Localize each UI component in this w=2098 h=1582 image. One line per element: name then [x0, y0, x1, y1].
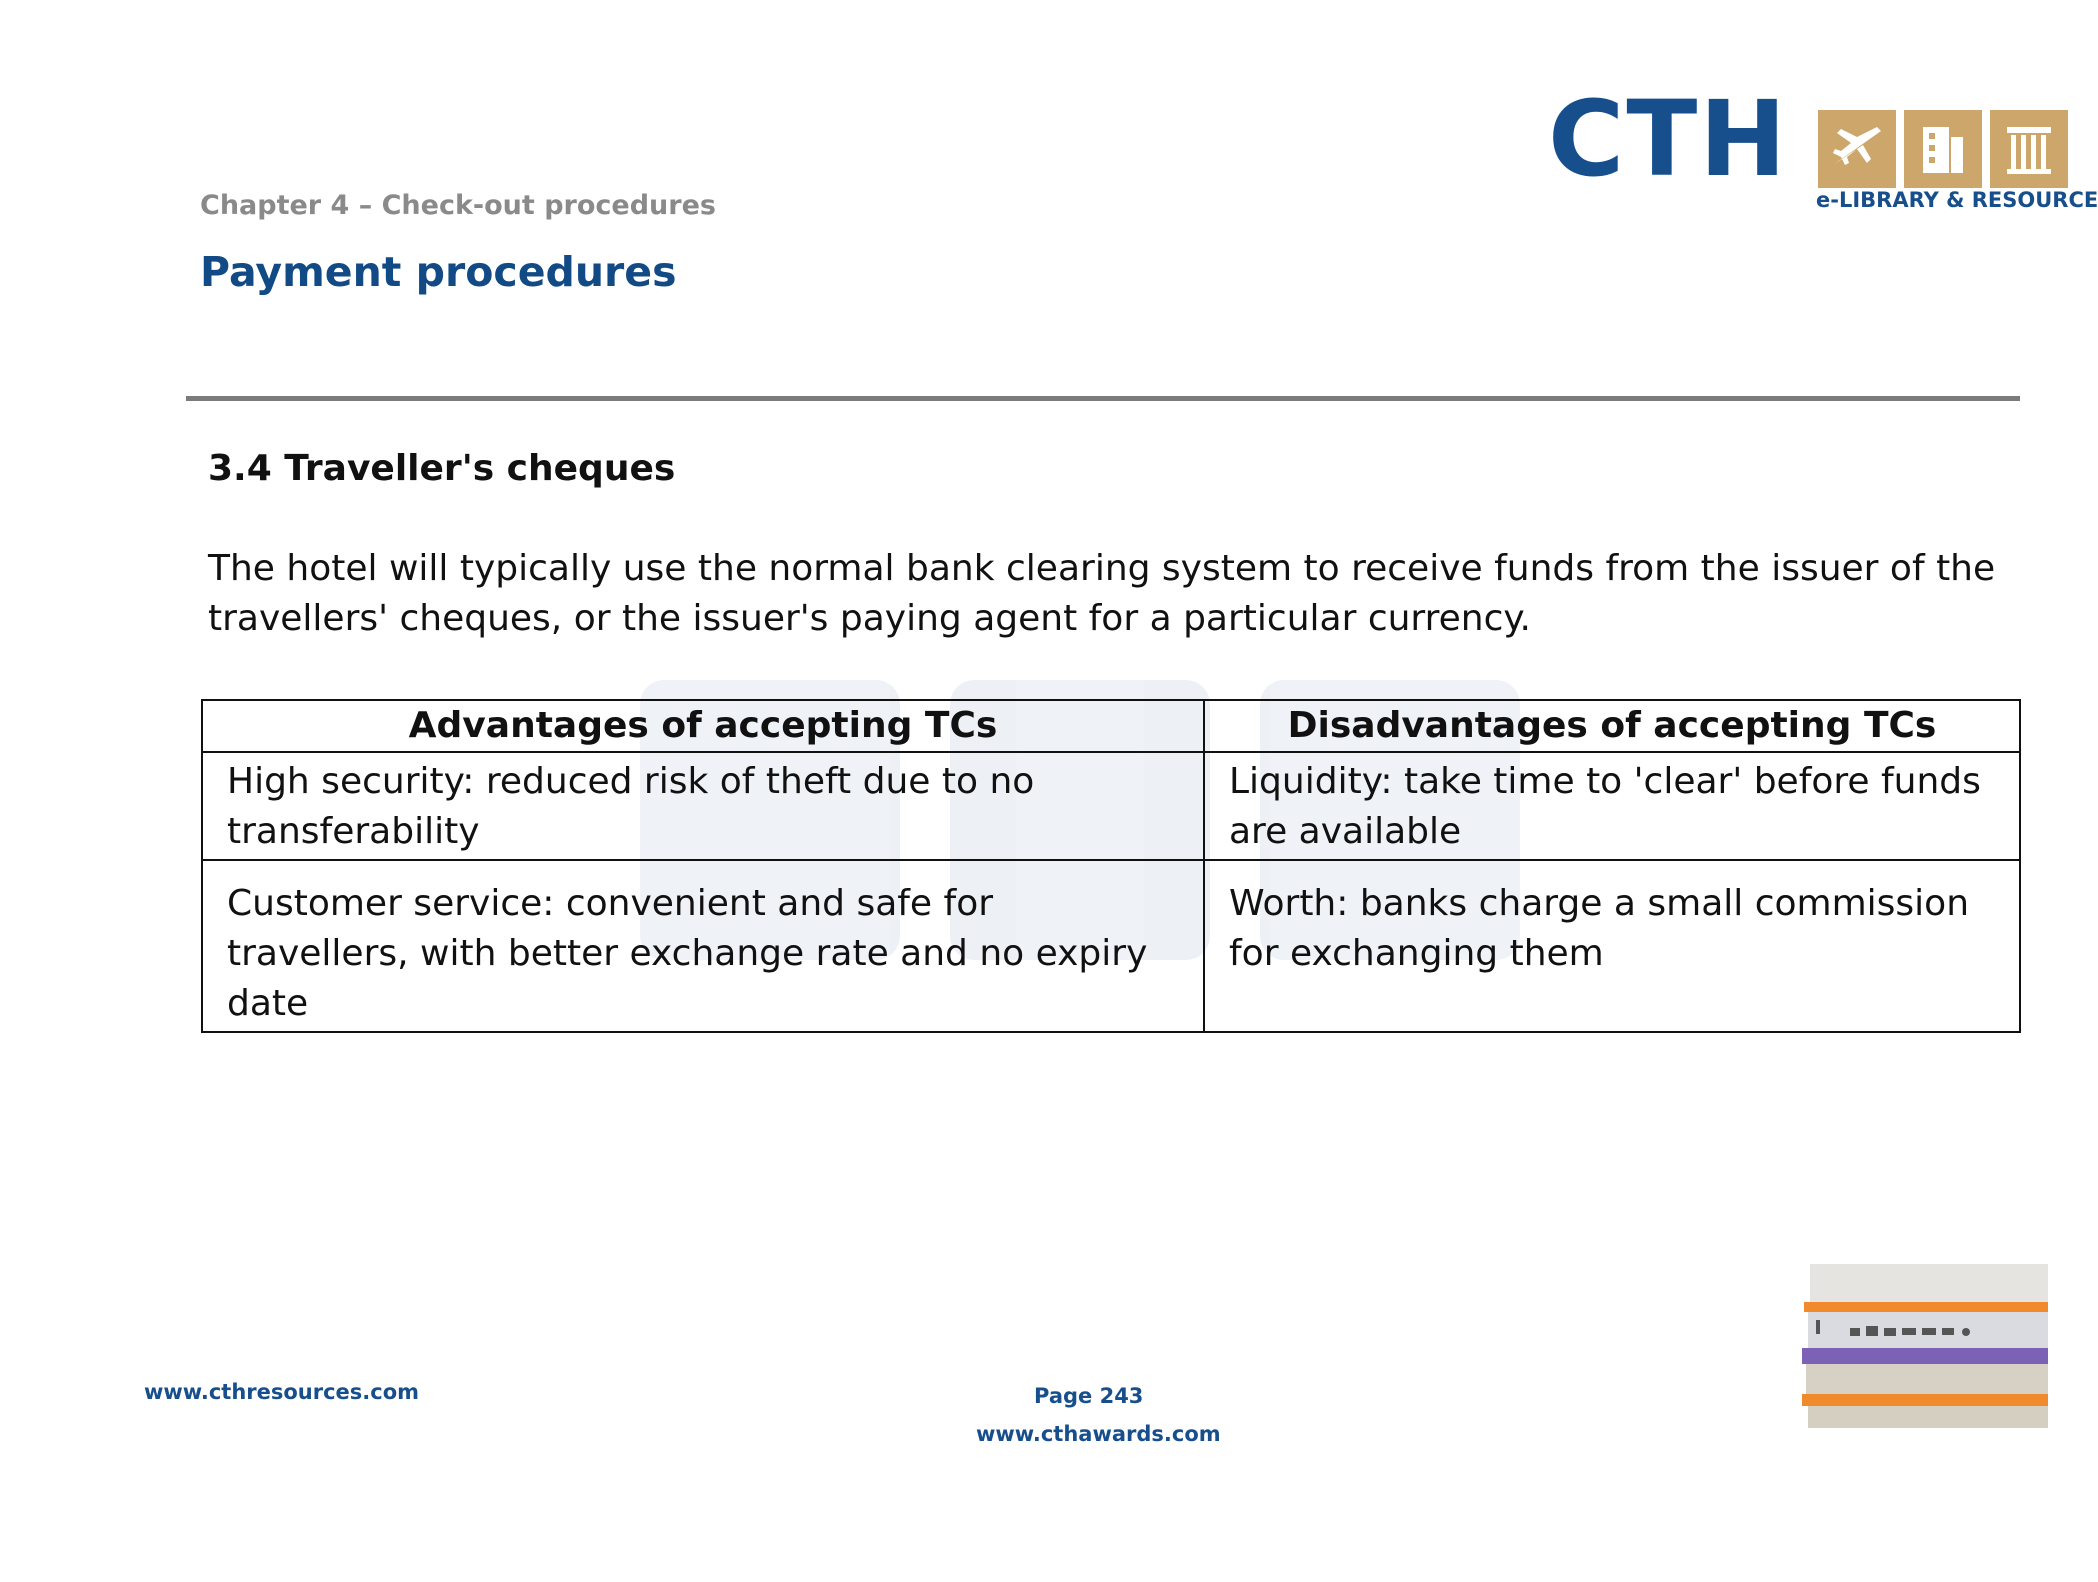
chapter-label: Chapter 4 – Check-out procedures [200, 190, 716, 221]
tc-comparison-table [201, 699, 2021, 1033]
books-illustration-icon [1790, 1262, 2048, 1432]
page-number: Page 243 [1034, 1384, 1144, 1408]
section-heading: 3.4 Traveller's cheques [208, 448, 676, 489]
airplane-icon [1818, 110, 1896, 188]
table-row [202, 752, 2020, 860]
logo-wordmark: CTH [1548, 78, 1789, 200]
section-paragraph: The hotel will typically use the normal bank clearing system to receive funds from the issuer of the travellers' cheques, or the issuer's paying agent for a particular currency. [208, 548, 1996, 639]
table-cell-advantage: High security: reduced risk of theft due to no transferability [202, 752, 1204, 860]
table-row [202, 860, 2020, 1032]
page-title: Payment procedures [200, 248, 677, 296]
building-icon [1904, 110, 1982, 188]
footer-awards-url: www.cthawards.com [976, 1422, 1221, 1446]
table-cell-disadvantage: Worth: banks charge a small commission for exchanging them [1204, 860, 2020, 1032]
logo-subtitle: e-LIBRARY & RESOURCE [1816, 188, 2098, 212]
table-cell-advantage: Customer service: convenient and safe for travellers, with better exchange rate and no expiry date [202, 860, 1204, 1032]
cth-logo [1548, 78, 2098, 220]
footer-resources-url: www.cthresources.com [144, 1380, 420, 1404]
table-cell-disadvantage: Liquidity: take time to 'clear' before funds are available [1204, 752, 2020, 860]
header-divider [186, 396, 2020, 401]
header-advantages: Advantages of accepting TCs [202, 700, 1204, 752]
table-header-row [202, 700, 2020, 752]
columns-icon [1990, 110, 2068, 188]
header-disadvantages: Disadvantages of accepting TCs [1204, 700, 2020, 752]
